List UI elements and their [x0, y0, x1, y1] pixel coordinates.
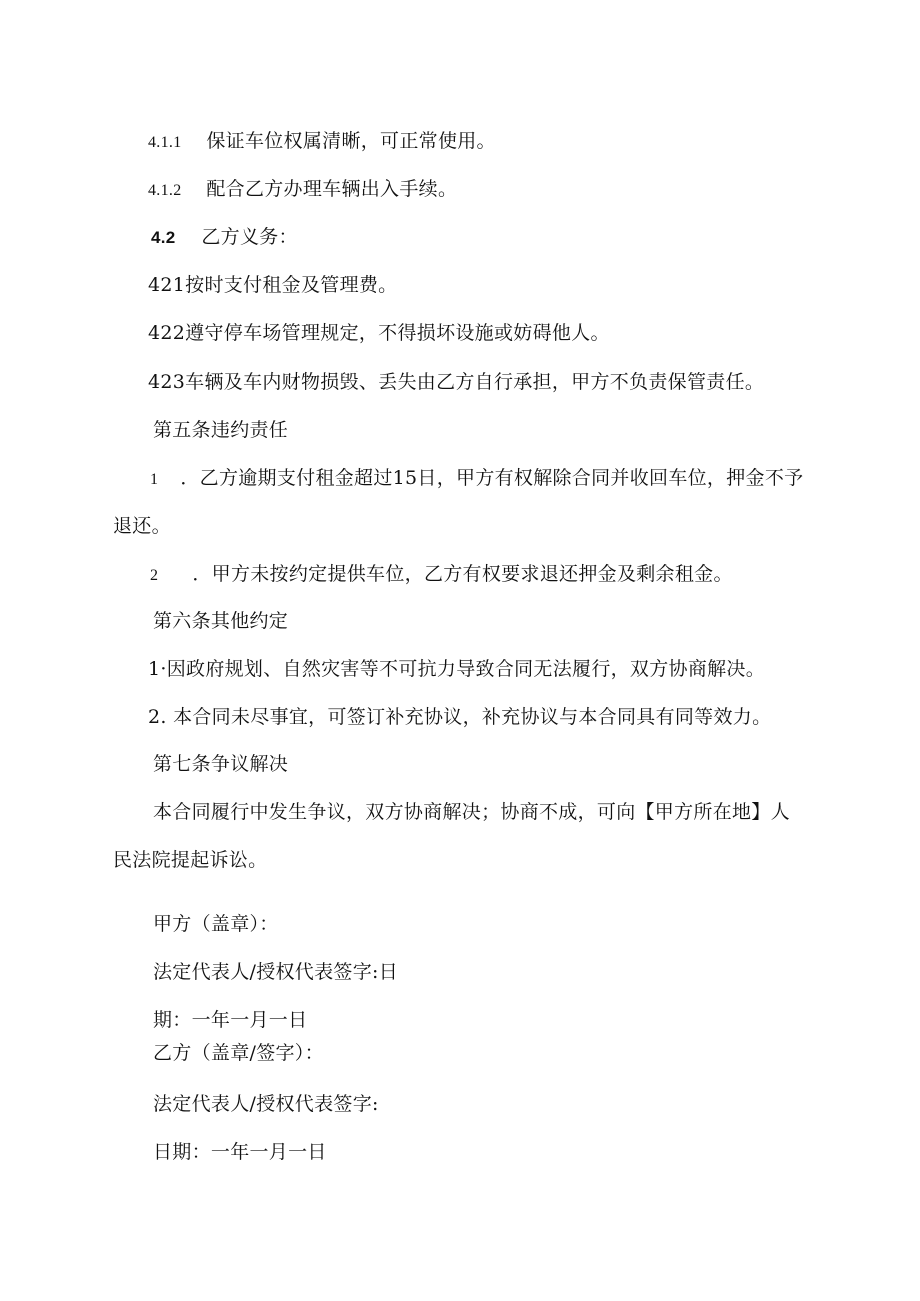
- item-number: 2: [150, 567, 159, 584]
- article-6-item-2: 2. 本合同未尽事宜，可签订补充协议，补充协议与本合同具有同等效力。: [148, 706, 772, 728]
- article-7-heading: 第七条争议解决: [153, 753, 289, 775]
- clause-number: 4.1.2: [148, 182, 182, 199]
- article-6-item-1: 1·因政府规划、自然灾害等不可抗力导致合同无法履行，双方协商解决。: [148, 658, 766, 680]
- clause-4-1-2: [148, 177, 457, 203]
- clause-text: 配合乙方办理车辆出入手续。: [206, 178, 458, 200]
- article-5-item-1-continued: 退还。: [113, 515, 171, 537]
- party-b-representative-line: 法定代表人/授权代表签字:: [153, 1093, 379, 1115]
- article-7-text-continued: 民法院提起诉讼。: [113, 849, 268, 871]
- article-6-heading: 第六条其他约定: [153, 610, 289, 632]
- item-text: ．乙方逾期支付租金超过15日，甲方有权解除合同并收回车位，押金不予: [180, 467, 804, 489]
- clause-number: 4.2: [151, 228, 176, 247]
- item-text: ．甲方未按约定提供车位，乙方有权要求退还押金及剩余租金。: [192, 563, 733, 585]
- clause-4-2-3: 423车辆及车内财物损毁、丢失由乙方自行承担，甲方不负责保管责任。: [148, 371, 765, 393]
- party-b-seal-line: 乙方（盖章/签字）：: [153, 1042, 324, 1064]
- clause-number: 4.1.1: [148, 134, 182, 151]
- clause-text: 保证车位权属清晰，可正常使用。: [206, 130, 496, 152]
- article-5-heading: 第五条违约责任: [153, 419, 289, 441]
- article-7-text: 本合同履行中发生争议，双方协商解决；协商不成，可向【甲方所在地】人: [153, 801, 790, 823]
- party-b-date-line: 日期：一年一月一日: [153, 1141, 327, 1163]
- clause-text: 乙方义务：: [201, 226, 298, 248]
- article-5-item-1: [150, 466, 803, 492]
- clause-4-2-heading: [151, 225, 298, 250]
- article-5-item-2: [150, 562, 733, 588]
- item-number: 1: [150, 471, 159, 488]
- party-a-seal-line: 甲方（盖章）：: [153, 913, 279, 935]
- party-a-representative-line: 法定代表人/授权代表签字:日: [153, 961, 399, 983]
- clause-4-2-2: 422遵守停车场管理规定，不得损坏设施或妨碍他人。: [148, 322, 610, 344]
- clause-4-2-1: 421按时支付租金及管理费。: [148, 274, 398, 296]
- party-a-date-line: 期：一年一月一日: [153, 1009, 308, 1031]
- clause-4-1-1: [148, 129, 496, 155]
